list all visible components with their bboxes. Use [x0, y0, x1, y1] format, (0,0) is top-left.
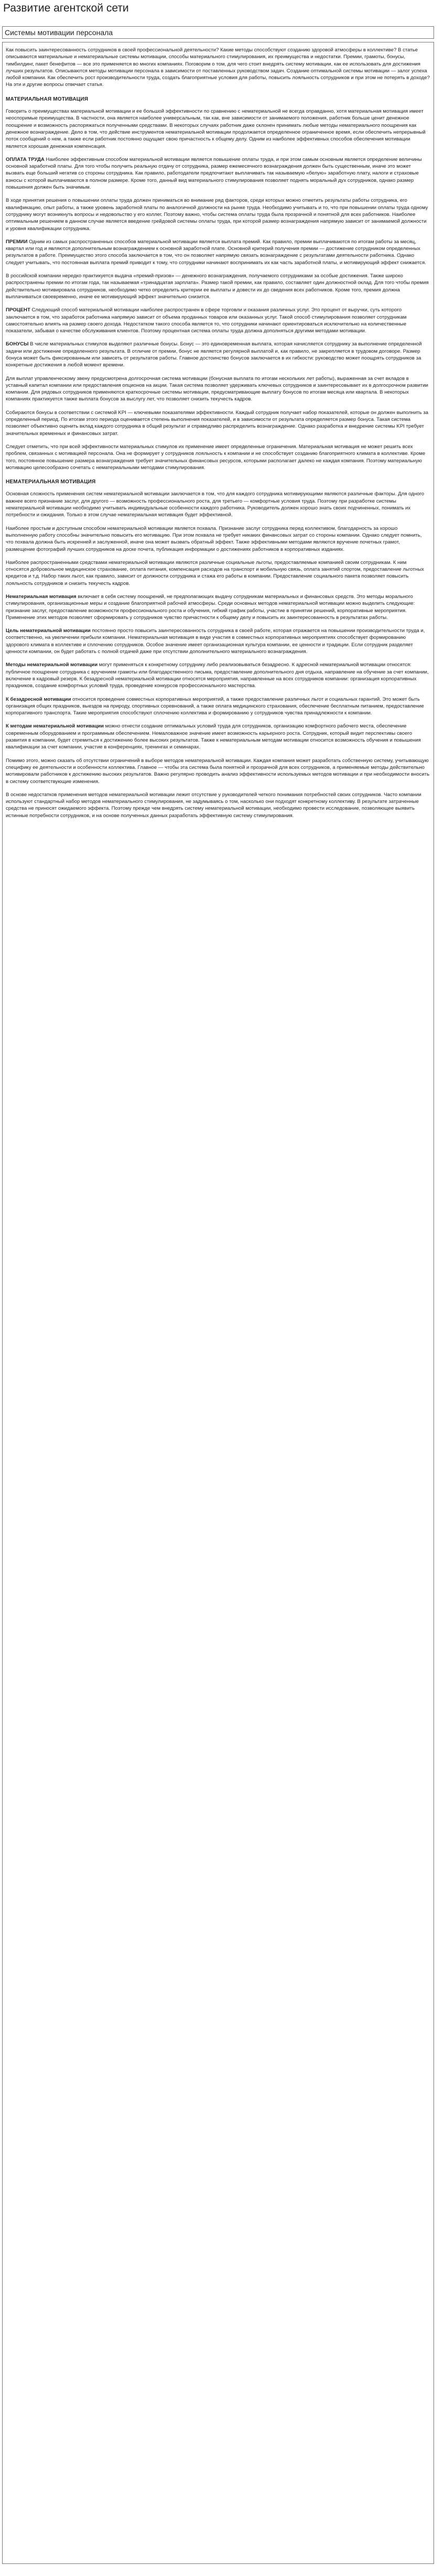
paragraph-text: В числе материальных стимулов выделяют различные бонусы. Бонус — это единовременная выплата, которая начисляется сотруднику за выполнение определенной задачи или достижение определенного результата. В отличие от премии, бонус не является регулярной выплатой и, как правило, не закрепляется в трудовом договоре. Размер бонуса может быть фиксированным или зависеть от результатов работы. Главное достоинство бонусов заключается в их гибкости: руководство может поощрять сотрудников за конкретные достижения в любой момент времени.: [6, 341, 422, 368]
paragraph: Помимо этого, можно сказать об отсутствии ограничений в выборе методов нематериальной мотивации. Каждая компания может разработать собственную систему, учитывающую специфику ее деятельности и особенности коллектива. Главное — чтобы эта система была понятной и прозрачной для всех сотрудников, а применяемые методы действительно мотивировали работников к достижению высоких результатов. Важно регулярно проводить анализ эффективности используемых методов мотивации и при необходимости вносить в систему соответствующие изменения.: [6, 757, 430, 785]
paragraph-text: могут применяться к конкретному сотруднику либо реализовываться безадресно. К адресной нематериальной мотивации относятся: публичное поощрение сотрудника с вручением грамоты или благодарственного письма, предоставление дополнительного дня отдыха, направление на обучение за счет компании, включение в кадровый резерв. К безадресной нематериальной мотивации относятся мероприятия, направленные на всех сотрудников компании: организация корпоративных праздников, создание комфортных условий труда, проведение конкурсов профессионального мастерства.: [6, 662, 429, 689]
paragraph: В ходе принятия решения о повышении оплаты труда должен приниматься во внимание ряд факторов, среди которых можно отметить результаты работы сотрудника, его квалификацию, опыт работы, а также уровень заработной платы по аналогичной должности на рынке труда. Необходимо учитывать и то, что при повышении оплаты труда одному сотруднику могут возникнуть вопросы и недовольство у его коллег. Поэтому важно, чтобы система оплаты труда была прозрачной и понятной для всех работников. Наиболее оптимальным решением в данном случае является введение грейдовой системы оплаты труда, при которой размер вознаграждения напрямую зависит от занимаемой должности и уровня квалификации сотрудника.: [6, 198, 428, 232]
paragraph: В российской компании нередко практикуется выдача «премий-призов» — денежного вознаграждения, получаемого сотрудниками за особые достижения. Также широко распространены премии по итогам года, так называемая «тринадцатая зарплата». Размер такой премии, как правило, составляет один должностной оклад. Для того чтобы премия действительно мотивировала сотрудников, необходимо четко определить критерии ее выплаты и довести их до сведения всех работников. Кроме того, премия должна выплачиваться своевременно, иначе ее мотивирующий эффект значительно снизится.: [6, 273, 429, 300]
paragraph-text: Наиболее эффективным способом материальной мотивации является повышение оплаты труда, и при этом самым основным является определение величины основной заработной платы. Для того чтобы получить реальную отдачу от сотрудника, размер ежемесячного вознаграждения должен быть существенным, иначе это может вызвать еще больший негатив со стороны сотрудника. Как правило, работодатели предпочитают выплачивать так называемую «белую» заработную плату, налоги и страховые взносы с которой выплачиваются в полном размере. Кроме того, данный вид материального стимулирования позволяет поднять моральный дух сотрудников, однако размер повышения должен быть значимым.: [6, 156, 422, 191]
section-heading-material: МАТЕРИАЛЬНАЯ МОТИВАЦИЯ: [6, 96, 89, 102]
paragraph: [6, 593, 430, 621]
paragraph-lead: ПРЕМИИ: [6, 238, 28, 245]
paragraph: [6, 661, 430, 689]
paragraph: Наиболее простым и доступным способом нематериальной мотивации является похвала. Признание заслуг сотрудника перед коллективом, благодарность за хорошо выполненную работу способны значительно повысить его мотивацию. При этом похвала не требует никаких финансовых затрат со стороны компании. Однако следует помнить, что похвала должна быть искренней и заслуженной, иначе она может вызвать обратный эффект. Также эффективными методами являются вручение почетных грамот, размещение фотографий лучших сотрудников на доске почета, публикация информации о достижениях работников в корпоративных изданиях.: [6, 525, 422, 552]
paragraph: Говорить о преимуществах материальной мотивации и ее большой эффективности по сравнению с нематериальной не всегда оправданно, хотя материальная мотивация имеет неоспоримые преимущества. В частности, она является наиболее универсальным, так как, вне зависимости от занимаемого положения, работник больше ценит денежное поощрение и возможность распоряжаться полученными средствами. В некоторых случаях работник даже склонен принимать любые методы нематериального поощрения как денежное вознаграждение. Дело в том, что действие инструментов нематериальной мотивации продолжается определенное ограниченное время, если обеспечить непрерывный поток сообщений о нем, а также если работник постоянно ощущает свою причастность к общему делу. Одним из наиболее эффективных способов обеспечения мотивации является хорошая денежная компенсация.: [6, 108, 426, 149]
article-body: [2, 42, 434, 2564]
article-title: Системы мотивации персонала: [2, 26, 434, 39]
paragraph-text: постоянно просто повысить заинтересованность сотрудника в своей работе, которая отражается на повышении производительности труда и, соответственно, на увеличении прибыли компании. Нематериальная мотивация в виде участия в совместных корпоративных мероприятиях способствует формированию здорового климата в коллективе и сплочению сотрудников. Особое значение имеет организационная культура компании, ее ценности и традиции. Если сотрудник разделяет ценности компании, он будет работать с полной отдачей даже при отсутствии дополнительного материального вознаграждения.: [6, 628, 425, 655]
paragraph-text: можно отнести создание оптимальных условий труда для сотрудников, организацию комфортного рабочего места, обеспечение современным оборудованием и программным обеспечением. Немаловажное значение имеет возможность карьерного роста. Сотрудник, который видит перспективы своего развития в компании, будет стремиться к достижению более высоких результатов. Также к нематериальным методам мотивации относится возможность обучения и повышения квалификации за счет компании, участие в конференциях, тренингах и семинарах.: [6, 723, 421, 751]
paragraph: Следует отметить, что при всей эффективности материальных стимулов их применение имеет определенные ограничения. Материальная мотивация не может решить всех проблем, связанных с мотивацией персонала. Она не формирует у сотрудников лояльность к компании и не способствует созданию благоприятного климата в коллективе. Кроме того, постоянное повышение размера вознаграждения требует значительных финансовых ресурсов, которыми располагает далеко не каждая компания. Поэтому материальную мотивацию целесообразно сочетать с нематериальными методами стимулирования.: [6, 443, 426, 471]
paragraph: Основная сложность применения систем нематериальной мотивации заключается в том, что для каждого сотрудника мотивирующими являются различные факторы. Для одного важнее всего признание заслуг, для другого — возможность профессионального роста, для третьего — комфортные условия труда. Поэтому при разработке системы нематериальной мотивации необходимо учитывать индивидуальные особенности каждого работника. Руководитель должен хорошо знать своих подчиненных, понимать их потребности и ожидания. Только в этом случае нематериальная мотивация будет эффективной.: [6, 491, 425, 518]
paragraph: Собираются бонусы в соответствии с системой KPI — ключевыми показателями эффективности. Каждый сотрудник получает набор показателей, которые он должен выполнить за определенный период. По итогам этого периода оценивается степень выполнения показателей, и в зависимости от результата определяется размер бонуса. Такая система позволяет объективно оценить вклад каждого сотрудника в общий результат и справедливо распределить вознаграждение. Однако разработка и внедрение системы KPI требует значительных временных и финансовых затрат.: [6, 409, 428, 437]
section-heading-nonmaterial: НЕМАТЕРИАЛЬНАЯ МОТИВАЦИЯ: [6, 479, 96, 485]
paragraph-lead: К безадресной мотивации: [6, 696, 71, 702]
paragraph-lead: К методам нематериальной мотивации: [6, 723, 104, 730]
paragraph-lead: Цель нематериальной мотивации: [6, 628, 91, 634]
intro-paragraph: Как повысить заинтересованность сотрудников в своей профессиональной деятельности? Какие методы способствуют созданию здоровой атмосферы в коллективе? В статье описываются материальные и нематериальные системы мотивации, способы материального стимулирования, их преимущества и недостатки. Премии, грамоты, бонусы, тимбилдинг, пакет бенефитов — все это применяется во многих компаниях. Поговорим о том, для чего стоит внедрять систему мотивации, как ее использовать для достижения лучших результатов. Описываются методы мотивации персонала в зависимости от поставленных руководством задач. Создание оптимальной системы мотивации — залог успеха любой компании. Как обеспечить рост производительности труда, создать благоприятные условия для работы, повысить лояльность сотрудников и при этом не потерять в доходе? На эти и другие вопросы отвечает статья.: [6, 47, 430, 88]
paragraph: [6, 723, 430, 751]
paragraph-text: Следующий способ материальной мотивации наиболее распространен в сфере торговли и оказания различных услуг. Это процент от выручки, суть которого заключается в том, что заработок работника напрямую зависит от объема проданных товаров или оказанных услуг. Такой способ стимулирования позволяет сотрудникам самостоятельно влиять на размер своего дохода. Недостатком такого способа является то, что сотрудники начинают ориентироваться исключительно на количественные показатели, забывая о качестве обслуживания клиентов. Поэтому процентная система оплаты труда должна дополняться другими методами мотивации.: [6, 307, 407, 334]
paragraph-text: включает в себя систему поощрений, не предполагающих выдачу сотрудникам материальных и финансовых средств. Это методы морального стимулирования, организационные меры и создание благоприятной рабочей атмосферы. Среди основных методов нематериальной мотивации можно выделить следующие: признание заслуг, предоставление возможности профессионального роста и обучения, гибкий график работы, участие в принятии решений, корпоративные мероприятия. Применение этих методов позволяет сформировать у сотрудников чувство причастности к общему делу и повысить их заинтересованность в результатах работы.: [6, 594, 415, 621]
paragraph: Для выплат управленческому звену предусмотрена долгосрочная система мотивации (бонусная выплата по итогам нескольких лет работы), выраженная за счет вкладов в уставный капитал компании или предоставления опционов на акции. Такая система позволяет удерживать ключевых сотрудников и заинтересовывает их в долгосрочном развитии компании. Для рядовых сотрудников применяются краткосрочные системы мотивации, предусматривающие выплату бонусов по итогам месяца или квартала. В некоторых компаниях практикуется также выплата бонусов за выслугу лет, что позволяет снизить текучесть кадров.: [6, 375, 428, 403]
paragraph: [6, 307, 430, 334]
paragraph-text: относится проведение совместных корпоративных мероприятий, а также предоставление различных льгот и социальных гарантий. Это может быть организация общих праздников, выездов на природу, спортивных соревнований, а также оплата медицинского страхования, обеспечение бесплатным питанием, предоставление корпоративного транспорта. Такие мероприятия способствуют сплочению коллектива и формированию у сотрудников чувства принадлежности к компании.: [6, 696, 424, 716]
paragraph-lead: ОПЛАТА ТРУДА: [6, 156, 45, 162]
paragraph: [6, 696, 430, 717]
site-title: Развитие агентской сети: [3, 2, 129, 14]
paragraph-text: Одним из самых распространенных способов материальной мотивации является выплата премий. Как правило, премии выплачиваются по итогам работы за месяц, квартал или год и являются дополнительным вознаграждением к основной заработной плате. Основной критерий получения премии — достижение сотрудником определенных результатов в работе. Преимущество этого способа заключается в том, что он позволяет напрямую связать вознаграждение с результатами деятельности работника. Однако следует учитывать, что постоянная выплата премий приводит к тому, что сотрудники начинают воспринимать их как часть заработной платы, и мотивирующий эффект снижается.: [6, 238, 426, 266]
paragraph: Наиболее распространенными средствами нематериальной мотивации являются различные социальные льготы, предоставляемые компанией своим сотрудникам. К ним относятся добровольное медицинское страхование, оплата питания, компенсация расходов на транспорт и мобильную связь, оплата занятий спортом, предоставление льготных кредитов и т.д. Набор таких льгот, как правило, зависит от должности сотрудника и стажа его работы в компании. Предоставление социального пакета позволяет повысить лояльность сотрудников и снизить текучесть кадров.: [6, 559, 424, 586]
paragraph-lead: Нематериальная мотивация: [6, 594, 77, 600]
paragraph-lead: ПРОЦЕНТ: [6, 307, 30, 313]
paragraph: [6, 238, 430, 266]
paragraph: В основе недостатков применения методов нематериальной мотивации лежит отсутствие у руководителей четкого понимания потребностей своих сотрудников. Часто компании используют стандартный набор методов нематериального стимулирования, не задумываясь о том, насколько они подходят конкретному коллективу. В результате затраченные средства не приносят ожидаемого эффекта. Поэтому прежде чем внедрять систему нематериальной мотивации, необходимо провести исследование, позволяющее выявить истинные потребности сотрудников, и на основе полученных данных разработать эффективную систему стимулирования.: [6, 791, 421, 819]
paragraph: [6, 627, 430, 655]
paragraph-lead: БОНУСЫ: [6, 341, 29, 347]
paragraph-lead: Методы нематериальной мотивации: [6, 662, 98, 668]
paragraph: [6, 341, 430, 368]
paragraph: [6, 156, 430, 191]
